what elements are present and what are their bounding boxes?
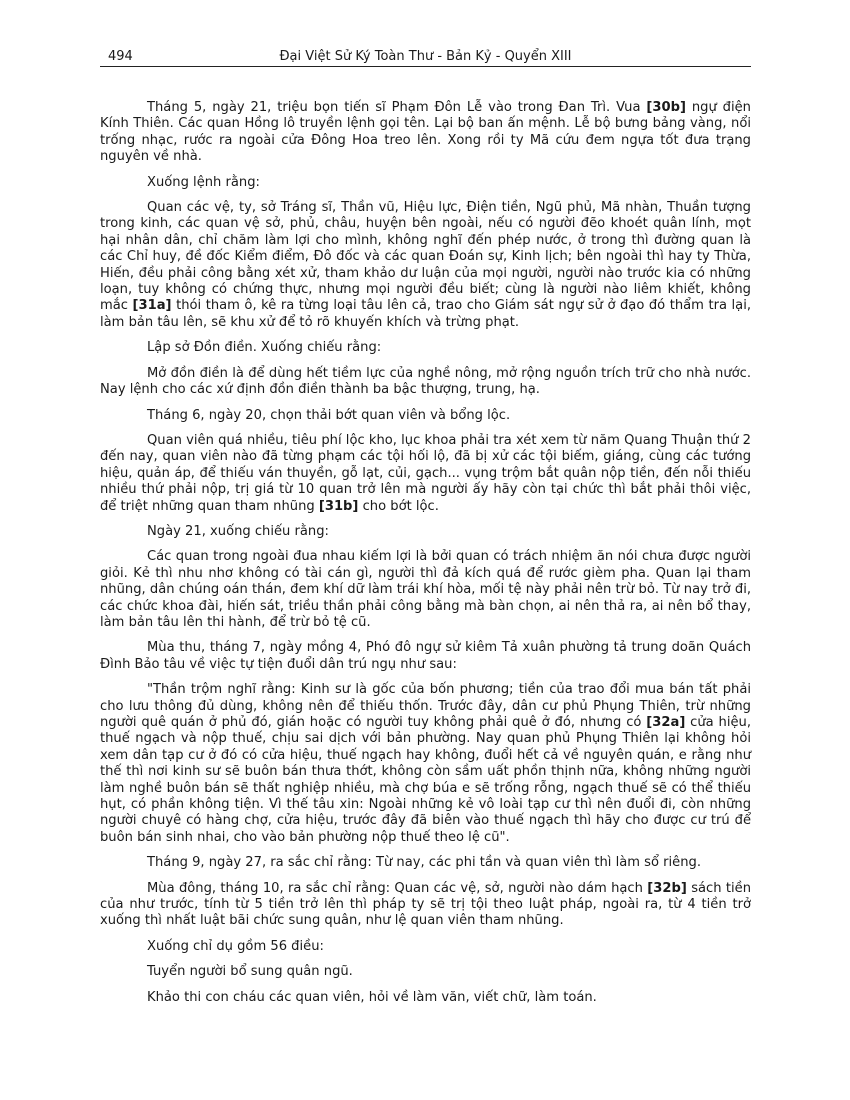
page-marker: [30b] (646, 100, 686, 115)
page-number: 494 (108, 49, 133, 64)
paragraph: Các quan trong ngoài đua nhau kiếm lợi là bởi quan có trách nhiệm ăn nói chưa được người giỏi. Kẻ thì nhu nhơ không có tài cán gì, người thì đả kích quá để rước gièm pha. Quan lại tham nhũng, dân chúng oán thán, đem khí dữ làm trái khí hòa, mối tệ này phải nên trừ bỏ. Từ nay trở đi, các chức khoa đài, hiến sát, triều thần phải công bằng mà bàn chọn, ai nên thả ra, ai nên bổ thay, làm bản tâu lên thi hành, để trừ bỏ tệ cũ. (100, 549, 751, 630)
paragraph: Tháng 5, ngày 21, triệu bọn tiến sĩ Phạm Đôn Lễ vào trong Đan Trì. Vua [30b] ngự điện Kính Thiên. Các quan Hồng lô truyền lệnh gọi tên. Lại bộ ban ấn mệnh. Lễ bộ bưng bảng vàng, nổi trống nhạc, rước ra ngoài cửa Đông Hoa treo lên. Xong rồi ty Mã cứu đem ngựa tốt đưa trạng nguyên về nhà. (100, 100, 751, 165)
paragraph: "Thần trộm nghĩ rằng: Kinh sư là gốc của bốn phương; tiền của trao đổi mua bán tất phải cho lưu thông đủ dùng, không nên để thiếu thốn. Trước đây, dân cư phủ Phụng Thiên, trừ những người quê quán ở phủ đó, gián hoặc có người tuy không phải quê ở đó, nhưng có [32a] cửa hiệu, thuế ngạch và nộp thuế, chịu sai dịch với bản phường. Nay quan phủ Phụng Thiên lại không hỏi xem dân tạp cư ở đó có cửa hiệu, thuế ngạch hay không, đuổi hết cả về nguyên quán, e rằng như thế thì nơi kinh sư sẽ buôn bán thưa thớt, không còn sầm uất phồn thịnh nữa, không những người làm nghề buôn bán sẽ thất nghiệp nhiều, mà chợ búa e sẽ trống rỗng, ngạch thuế sẽ có thể thiếu hụt, có phần không tiện. Vì thế tâu xin: Ngoài những kẻ vô loài tạp cư thì nên đuổi đi, còn những người chuyê có hàng chợ, cửa hiệu, trước đây đã biên vào thuế ngạch thì hãy cho được cư trú để buôn bán sinh nhai, cho vào bản phường nộp thuế theo lệ cũ". (100, 682, 751, 845)
page-marker: [31b] (318, 498, 359, 514)
paragraph: Quan các vệ, ty, sở Tráng sĩ, Thần vũ, Hiệu lực, Điện tiền, Ngũ phủ, Mã nhàn, Thuần tượng trong kinh, các quan vệ sở, phủ, châu, huyện bên ngoài, nếu có người đẽo khoét quân lính, mọt hại nhân dân, chỉ chăm làm lợi cho mình, không nghĩ đến phép nước, ở trong thì đường quan là các Chỉ huy, đề đốc Kiểm điểm, Đô đốc và các quan Đoán sự, Kinh lịch; bên ngoài thì hay ty Thừa, Hiến, đều phải công bằng xét xử, tham khảo dư luận của mọi người, người nào trước kia có những loạn, tuy không có chứng thực, nhưng mọi người đều biết; cùng là người nào liêm khiết, không mắc [31a] thói tham ô, kê ra từng loại tâu lên cả, trao cho Giám sát ngự sử ở đạo đó thẩm tra lại, làm bản tâu lên, sẽ khu xử để tỏ rõ khuyến khích và trừng phạt. (100, 200, 752, 330)
page-marker: [31a] (132, 298, 172, 314)
running-title: Đại Việt Sử Ký Toàn Thư - Bản Kỷ - Quyển XIII (279, 49, 572, 64)
paragraph: Mùa thu, tháng 7, ngày mồng 4, Phó đô ngự sử kiêm Tả xuân phường tả trung doãn Quách Đình Bảo tâu về việc tự tiện đuổi dân trú ngụ như sau: (100, 640, 751, 672)
paragraph: Tháng 9, ngày 27, ra sắc chỉ rằng: Từ nay, các phi tần và quan viên thì làm sổ riêng. (147, 855, 701, 871)
paragraph: Xuống lệnh rằng: (147, 174, 260, 190)
page-header (100, 46, 751, 67)
paragraph: Mở đồn điền là để dùng hết tiềm lực của nghề nông, mở rộng nguồn trích trữ cho nhà nước. Nay lệnh cho các xứ định đồn điền thành ba bậc thượng, trung, hạ. (100, 365, 751, 398)
page-marker: [32a] (646, 715, 686, 730)
paragraph: Lập sở Đồn điền. Xuống chiếu rằng: (147, 340, 382, 356)
paragraph: Tuyển người bổ sung quân ngũ. (147, 964, 353, 980)
paragraph: Xuống chỉ dụ gồm 56 điều: (147, 938, 324, 954)
page-marker: [32b] (647, 880, 687, 896)
document-body (100, 100, 751, 1015)
paragraph: Tháng 6, ngày 20, chọn thải bớt quan viên và bổng lộc. (147, 407, 511, 423)
paragraph: Quan viên quá nhiều, tiêu phí lộc kho, lục khoa phải tra xét xem từ năm Quang Thuận thứ 2 đến nay, quan viên nào đã từng phạm các tội hối lộ, đã bị xử các tội biếm, giáng, cùng các tướng hiệu, quản áp, để thiếu ván thuyền, gỗ lạt, củi, gạch... vụng trộm bắt quân nộp tiền, đến nỗi thiếu nhiều thứ phải nộp, trị giá từ 10 quan trở lên mà người ấy hãy còn tại chức thì bắt phải thôi việc, để triệt những quan tham nhũng [31b] cho bớt lộc. (100, 432, 751, 514)
paragraph: Mùa đông, tháng 10, ra sắc chỉ rằng: Quan các vệ, sở, người nào dám hạch [32b] sách tiền của như trước, tính từ 5 tiền trở lên thì pháp ty sẽ trị tội theo luật pháp, ngoài ra, từ 4 tiền trở xuống thì nhất luật bãi chức sung quân, như lệ quan viên tham nhũng. (100, 880, 752, 929)
paragraph: Ngày 21, xuống chiếu rằng: (147, 523, 329, 539)
paragraph: Khảo thi con cháu các quan viên, hỏi về làm văn, viết chữ, làm toán. (147, 989, 597, 1005)
